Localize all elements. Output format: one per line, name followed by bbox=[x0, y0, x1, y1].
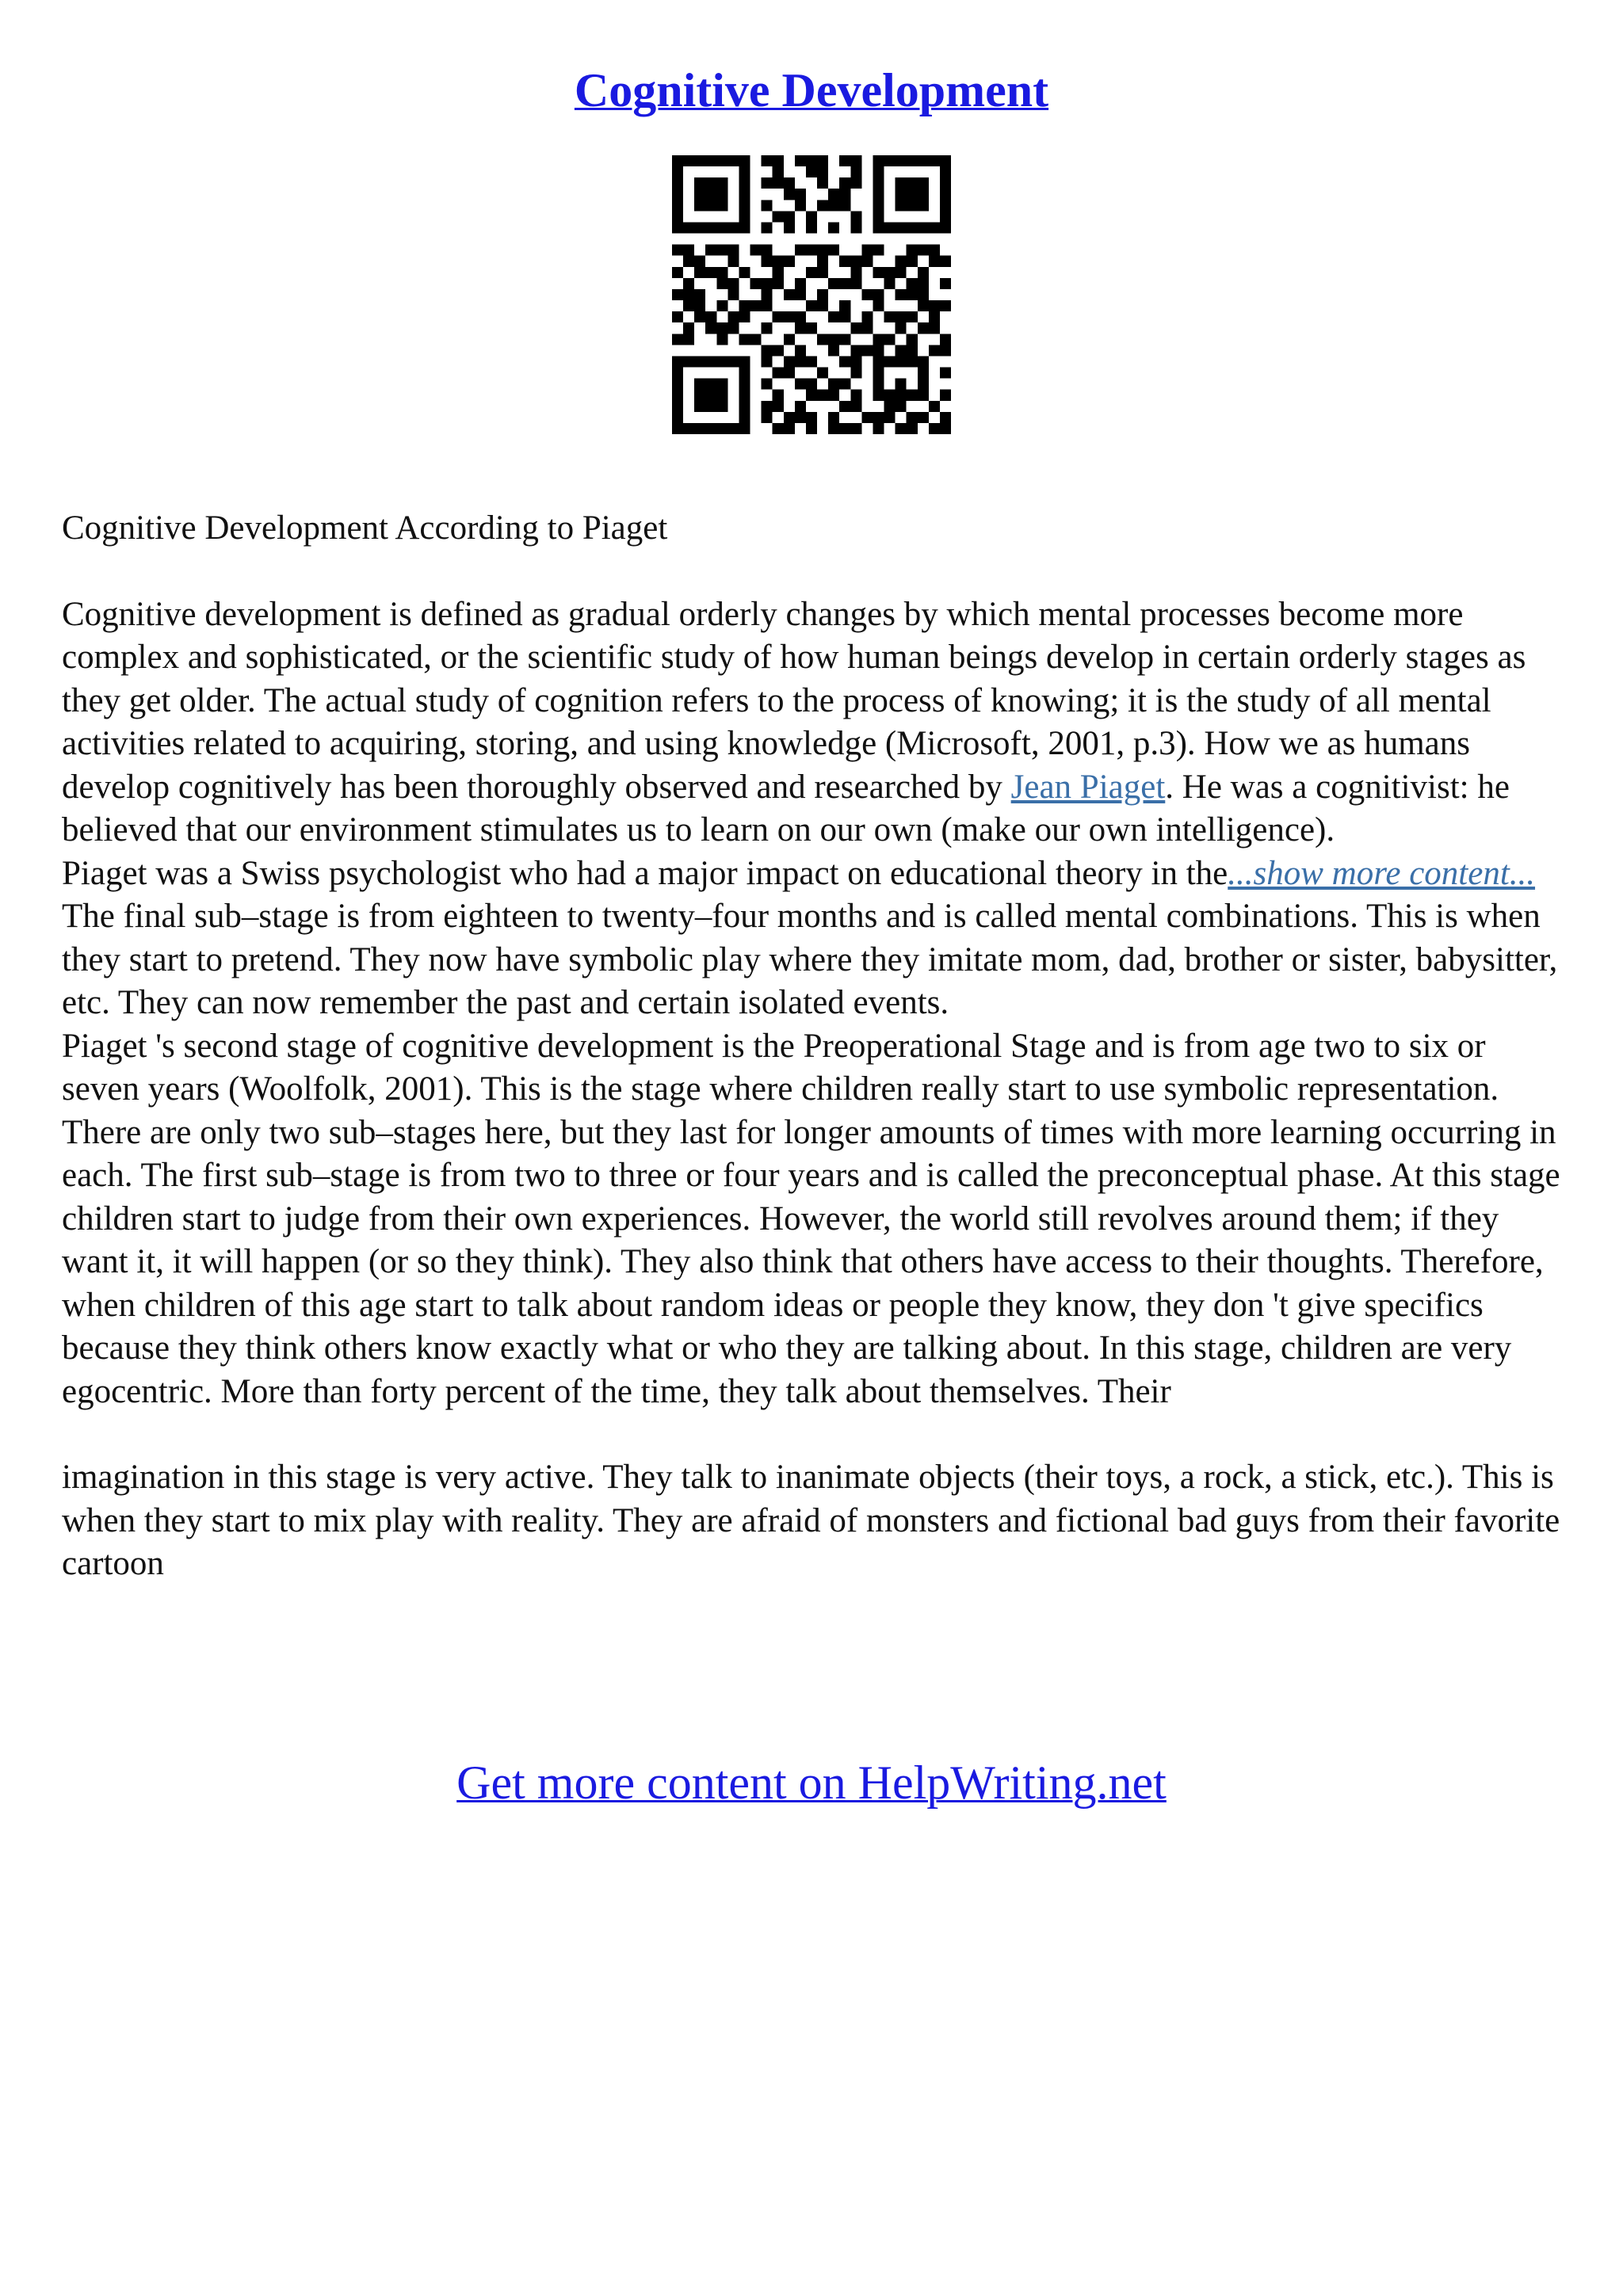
paragraph-piaget-swiss bbox=[62, 852, 1568, 896]
paragraph-intro-text: Cognitive development is defined as gradual orderly changes by which mental processes become more complex and sophisticated, or the scientific study of how human beings develop in certain orderly stages as they get older. The actual study of cognition refers to the process of knowing; it is the study of all mental activities related to acquiring, storing, and using knowledge (Microsoft, 2001, p.3). How we as humans develop cognitively has been thoroughly observed and researched by bbox=[62, 595, 1526, 806]
get-more-content-link[interactable]: Get more content on HelpWriting.net bbox=[456, 1756, 1167, 1809]
paragraph-intro-tail: . He was a cognitivist: he believed that our environment stimulates us to learn on our own (make our own intelligence). bbox=[62, 768, 1510, 849]
show-more-link[interactable]: ...show more content... bbox=[1228, 854, 1536, 892]
paragraph-preoperational: Piaget 's second stage of cognitive development is the Preoperational Stage and is from age two to six or seven years (Woolfolk, 2001). This is the stage where children really start to use symbolic representation. There are only two sub–stages here, but they last for longer amounts of times with more learning occurring in each. The first sub–stage is from two to three or four years and is called the preconceptual phase. At this stage children start to judge from their own experiences. However, the world still revolves around them; if they want it, it will happen (or so they think). They also think that others have access to their thoughts. Therefore, when children of this age start to talk about random ideas or people they know, they don 't give specifics because they think others know exactly what or who they are talking about. In this stage, children are very egocentric. More than forty percent of the time, they talk about themselves. Their bbox=[62, 1027, 1560, 1410]
paragraph-intro bbox=[62, 593, 1568, 852]
article-subtitle: Cognitive Development According to Piaget bbox=[62, 509, 668, 547]
jean-piaget-link[interactable]: Jean Piaget bbox=[1010, 768, 1166, 806]
cta-container bbox=[0, 1751, 1623, 1814]
qr-code-graphic bbox=[672, 155, 951, 434]
paragraph-imagination: imagination in this stage is very active. They talk to inanimate objects (their toys, a rock, a stick, etc.). This is when they start to mix play with reality. They are afraid of monsters and fictional bad guys from their favorite cartoon bbox=[62, 1459, 1560, 1582]
page-title bbox=[0, 59, 1623, 122]
article-body bbox=[62, 507, 1568, 1586]
paragraph-final-substage: The final sub–stage is from eighteen to twenty–four months and is called mental combinations. This is when they start to pretend. They now have symbolic play where they imitate mom, dad, brother or sister, babysitter, etc. They can now remember the past and certain isolated events. bbox=[62, 898, 1558, 1021]
title-link[interactable]: Cognitive Development bbox=[574, 64, 1049, 116]
qr-code-image bbox=[672, 155, 951, 434]
paragraph-piaget-swiss-text: Piaget was a Swiss psychologist who had a major impact on educational theory in the bbox=[62, 854, 1228, 892]
